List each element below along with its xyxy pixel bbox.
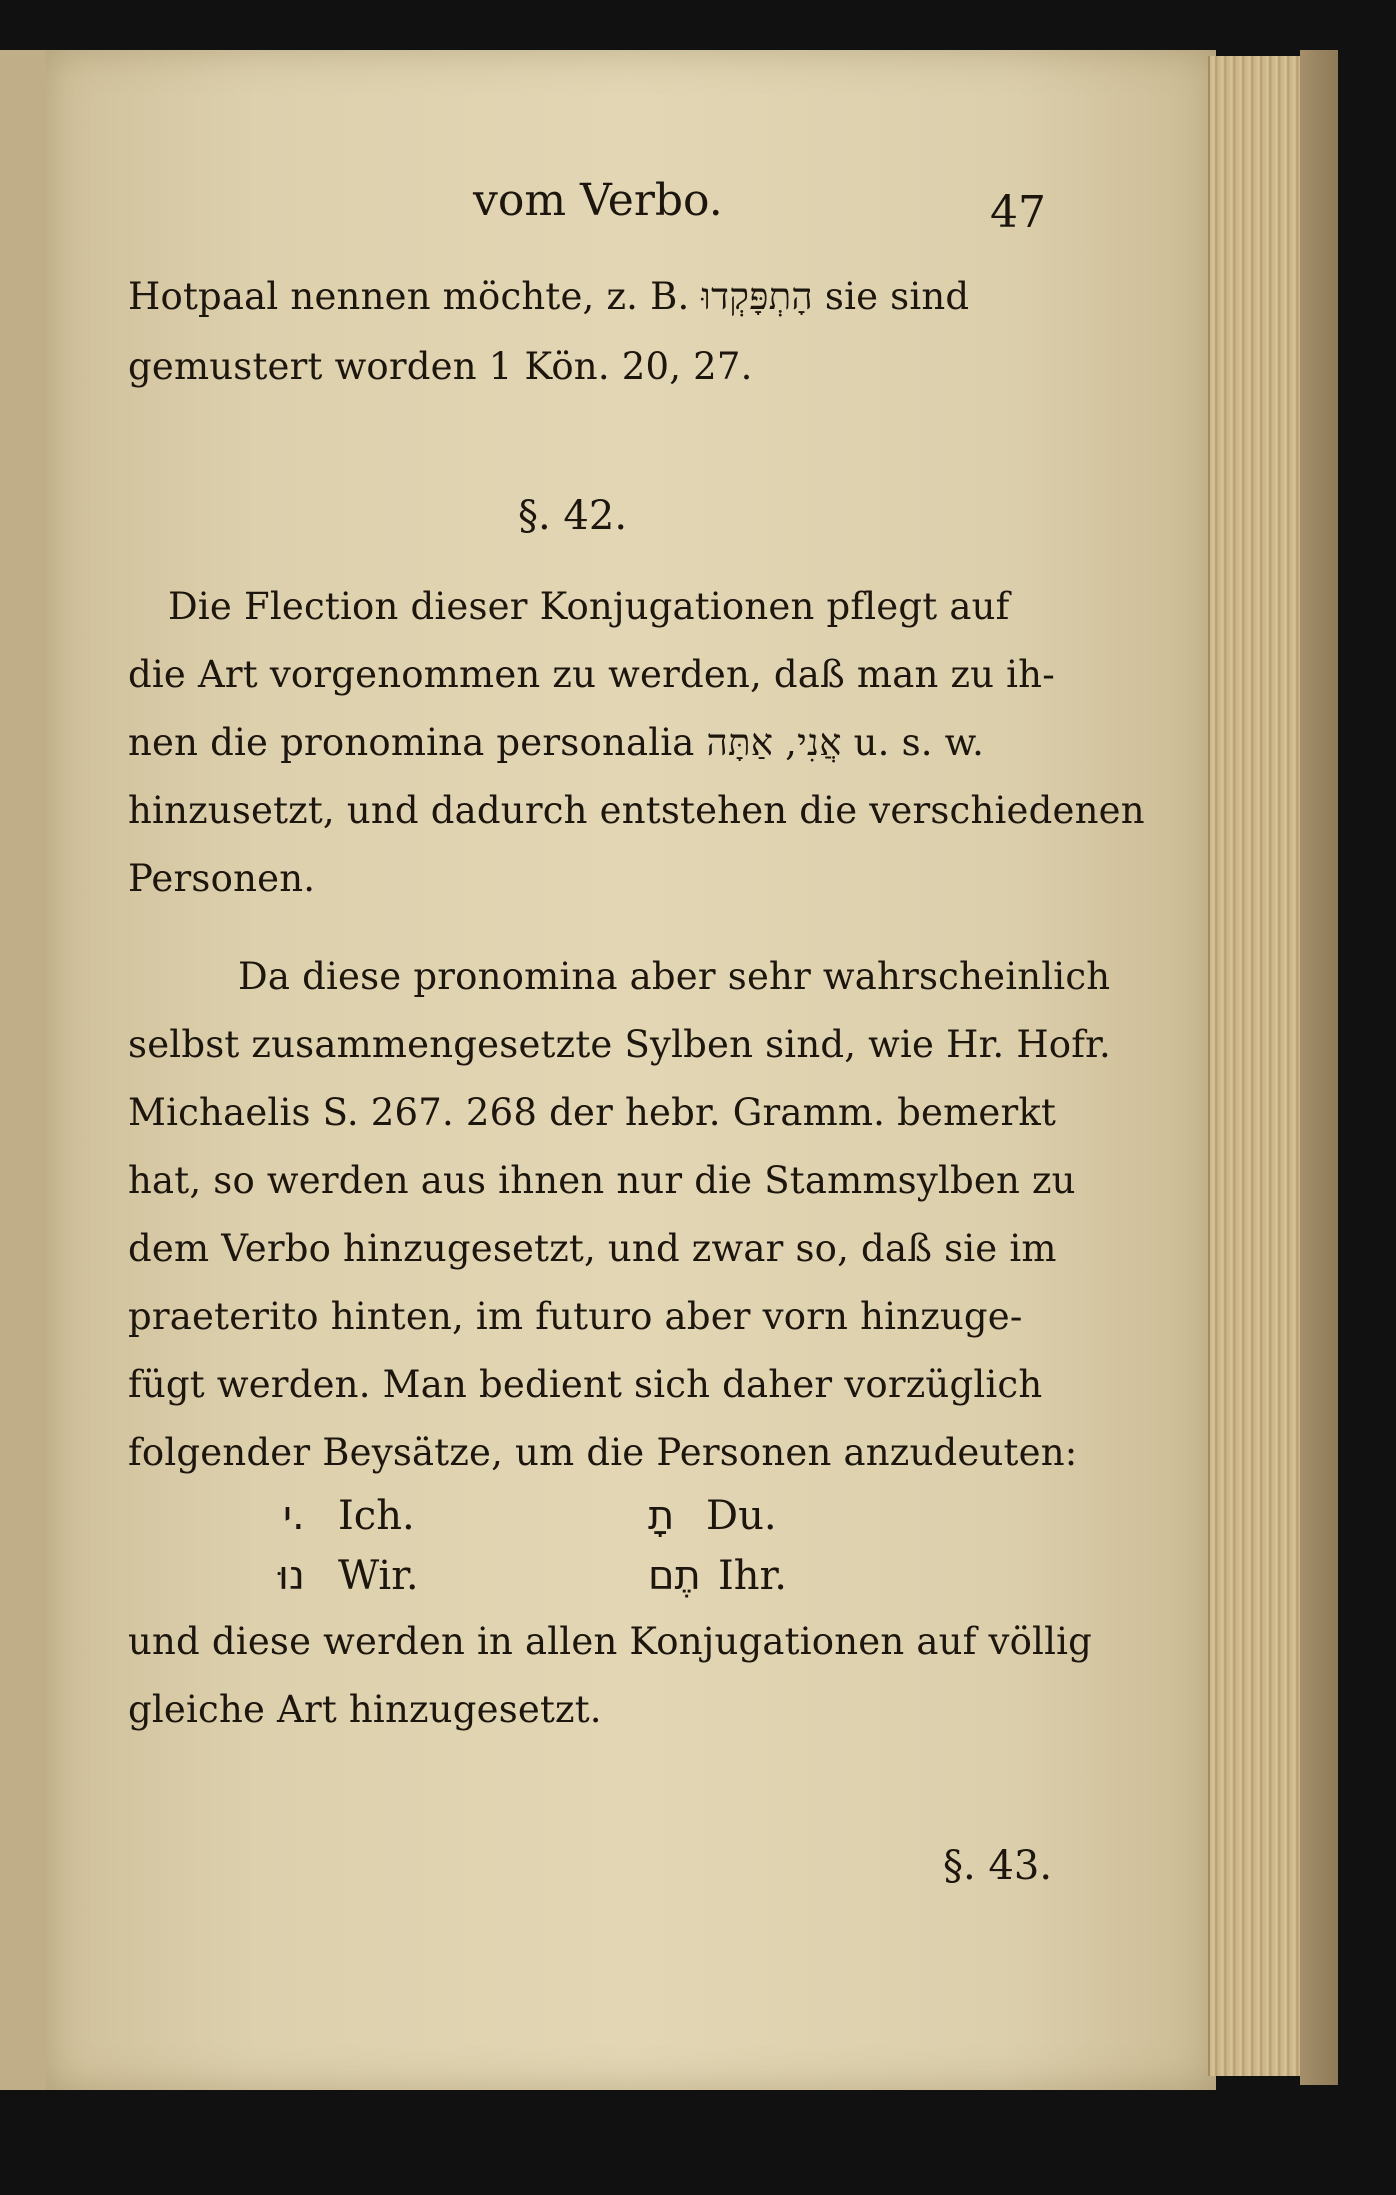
section-heading: §. 42. bbox=[518, 493, 628, 539]
affix-hebrew: י. bbox=[283, 1493, 305, 1539]
text-line: Personen. bbox=[128, 857, 316, 900]
text-line: nen die pronomina personalia אֲנִי, אַתָּה u. s. w. bbox=[128, 721, 985, 764]
affix-label: Ich. bbox=[338, 1493, 415, 1539]
left-page-edge bbox=[0, 50, 48, 2090]
text-line: folgender Beysätze, um die Personen anzudeuten: bbox=[128, 1431, 1078, 1474]
page-text bbox=[128, 175, 1145, 1889]
page-header bbox=[128, 175, 1068, 245]
text-line: gemustert worden 1 Kön. 20, 27. bbox=[128, 345, 753, 388]
text-line: Die Flection dieser Konjugationen pflegt auf bbox=[168, 585, 1010, 628]
text-line: selbst zusammengesetzte Sylben sind, wie Hr. Hofr. bbox=[128, 1023, 1111, 1066]
affix-label: Du. bbox=[706, 1493, 777, 1539]
text-line: dem Verbo hinzugesetzt, und zwar so, daß sie im bbox=[128, 1227, 1057, 1270]
text-line: die Art vorgenommen zu werden, daß man zu ih- bbox=[128, 653, 1055, 696]
text-line: gleiche Art hinzugesetzt. bbox=[128, 1688, 602, 1731]
running-head: vom Verbo. bbox=[473, 175, 723, 226]
text-line: hinzusetzt, und dadurch entstehen die verschiedenen bbox=[128, 789, 1145, 832]
page-number: 47 bbox=[990, 187, 1046, 238]
book-cover-edge bbox=[1300, 50, 1338, 2085]
text-line: hat, so werden aus ihnen nur die Stammsylben zu bbox=[128, 1159, 1076, 1202]
text-line: Hotpaal nennen möchte, z. B. הָתְפָּקְדוּ sie sind bbox=[128, 275, 970, 318]
text-line: und diese werden in allen Konjugationen auf völlig bbox=[128, 1620, 1093, 1663]
text-line: praeterito hinten, im futuro aber vorn hinzuge- bbox=[128, 1295, 1023, 1338]
text-line: Da diese pronomina aber sehr wahrscheinlich bbox=[238, 955, 1111, 998]
affix-hebrew: תָ bbox=[648, 1493, 675, 1539]
affix-label: Ihr. bbox=[718, 1553, 788, 1599]
affix-label: Wir. bbox=[338, 1553, 419, 1599]
page-stack-edge bbox=[1208, 56, 1302, 2076]
text-line: fügt werden. Man bedient sich daher vorzüglich bbox=[128, 1363, 1043, 1406]
affix-hebrew: נוּ bbox=[278, 1553, 305, 1599]
catchword: §. 43. bbox=[943, 1843, 1053, 1889]
text-line: Michaelis S. 267. 268 der hebr. Gramm. bemerkt bbox=[128, 1091, 1057, 1134]
affix-hebrew: תֶם bbox=[648, 1553, 701, 1599]
